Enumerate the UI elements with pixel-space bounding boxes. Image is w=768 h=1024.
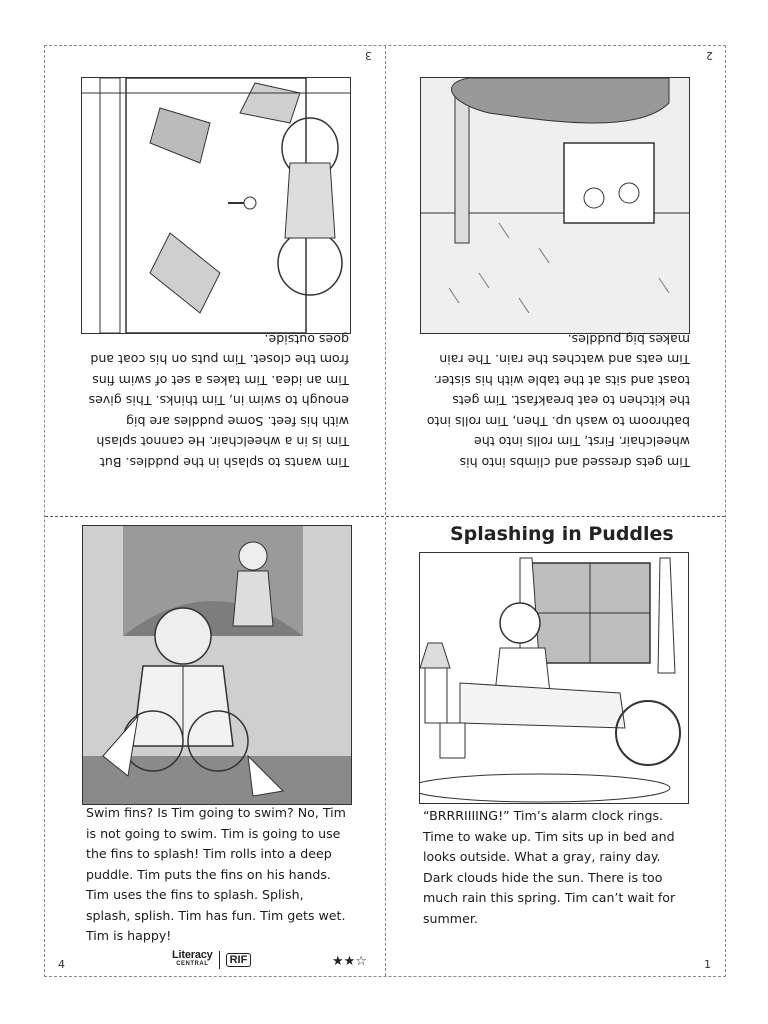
logo-line-1: Literacy [172, 949, 213, 961]
page-3-text: Tim wants to splash in the puddles. But Tim is in a wheelchair. He cannot splash with his feet. Some puddles are big enough to swim in, Tim thinks. This gives Tim an idea. Tim takes a set of swim fins from the closet. Tim puts on his coat and goes outside. [88, 332, 349, 470]
page-4-illustration [82, 525, 352, 805]
bedroom-scene-drawing [420, 553, 688, 803]
booklet-sheet [44, 45, 726, 977]
page-2-panel [386, 46, 727, 512]
page-1-number: 1 [704, 958, 711, 971]
page-4-number: 4 [58, 958, 65, 971]
page-1-text: “BRRRIIIING!” Tim’s alarm clock rings. Time to wake up. Tim sits up in bed and looks outside. What a gray, rainy day. Dark clouds hide the sun. There is too much rain this spring. Tim can’t wait for summer. [423, 808, 676, 926]
logo-line-2: CENTRAL [176, 961, 209, 967]
page-2-text: Tim gets dressed and climbs into his wheelchair. First, Tim rolls into the bathroom to wash up. Then, Tim rolls into the kitchen to eat breakfast. Tim gets toast and sits at the table with his sister. Tim eats and watches the rain. The rain makes big puddles. [426, 332, 690, 470]
logo-separator [219, 951, 220, 969]
page-3-panel [45, 46, 386, 512]
kitchen-window-drawing [421, 78, 689, 333]
page-4-panel [45, 517, 386, 983]
puddle-splash-drawing [83, 526, 351, 804]
literacy-central-wordmark [172, 951, 213, 969]
page-1-panel [386, 517, 727, 983]
page-3-number: 3 [365, 49, 372, 62]
closet-scene-drawing [82, 78, 350, 333]
booklet-title: Splashing in Puddles [450, 523, 674, 545]
literacy-central-logo [172, 951, 251, 969]
page-1-illustration [419, 552, 689, 804]
page-2-number: 2 [706, 49, 713, 62]
rif-logo: RIF [226, 953, 252, 967]
page-3-illustration [81, 77, 351, 334]
page-4-text: Swim fins? Is Tim going to swim? No, Tim is not going to swim. Tim is going to use the fins to splash! Tim rolls into a deep puddle. Tim puts the fins on his hands. Tim uses the fins to splash. Splish, splash, splish. Tim has fun. Tim gets wet. Tim is happy! [86, 805, 346, 943]
page-2-illustration [420, 77, 690, 334]
difficulty-stars: ★★☆ [332, 954, 367, 969]
